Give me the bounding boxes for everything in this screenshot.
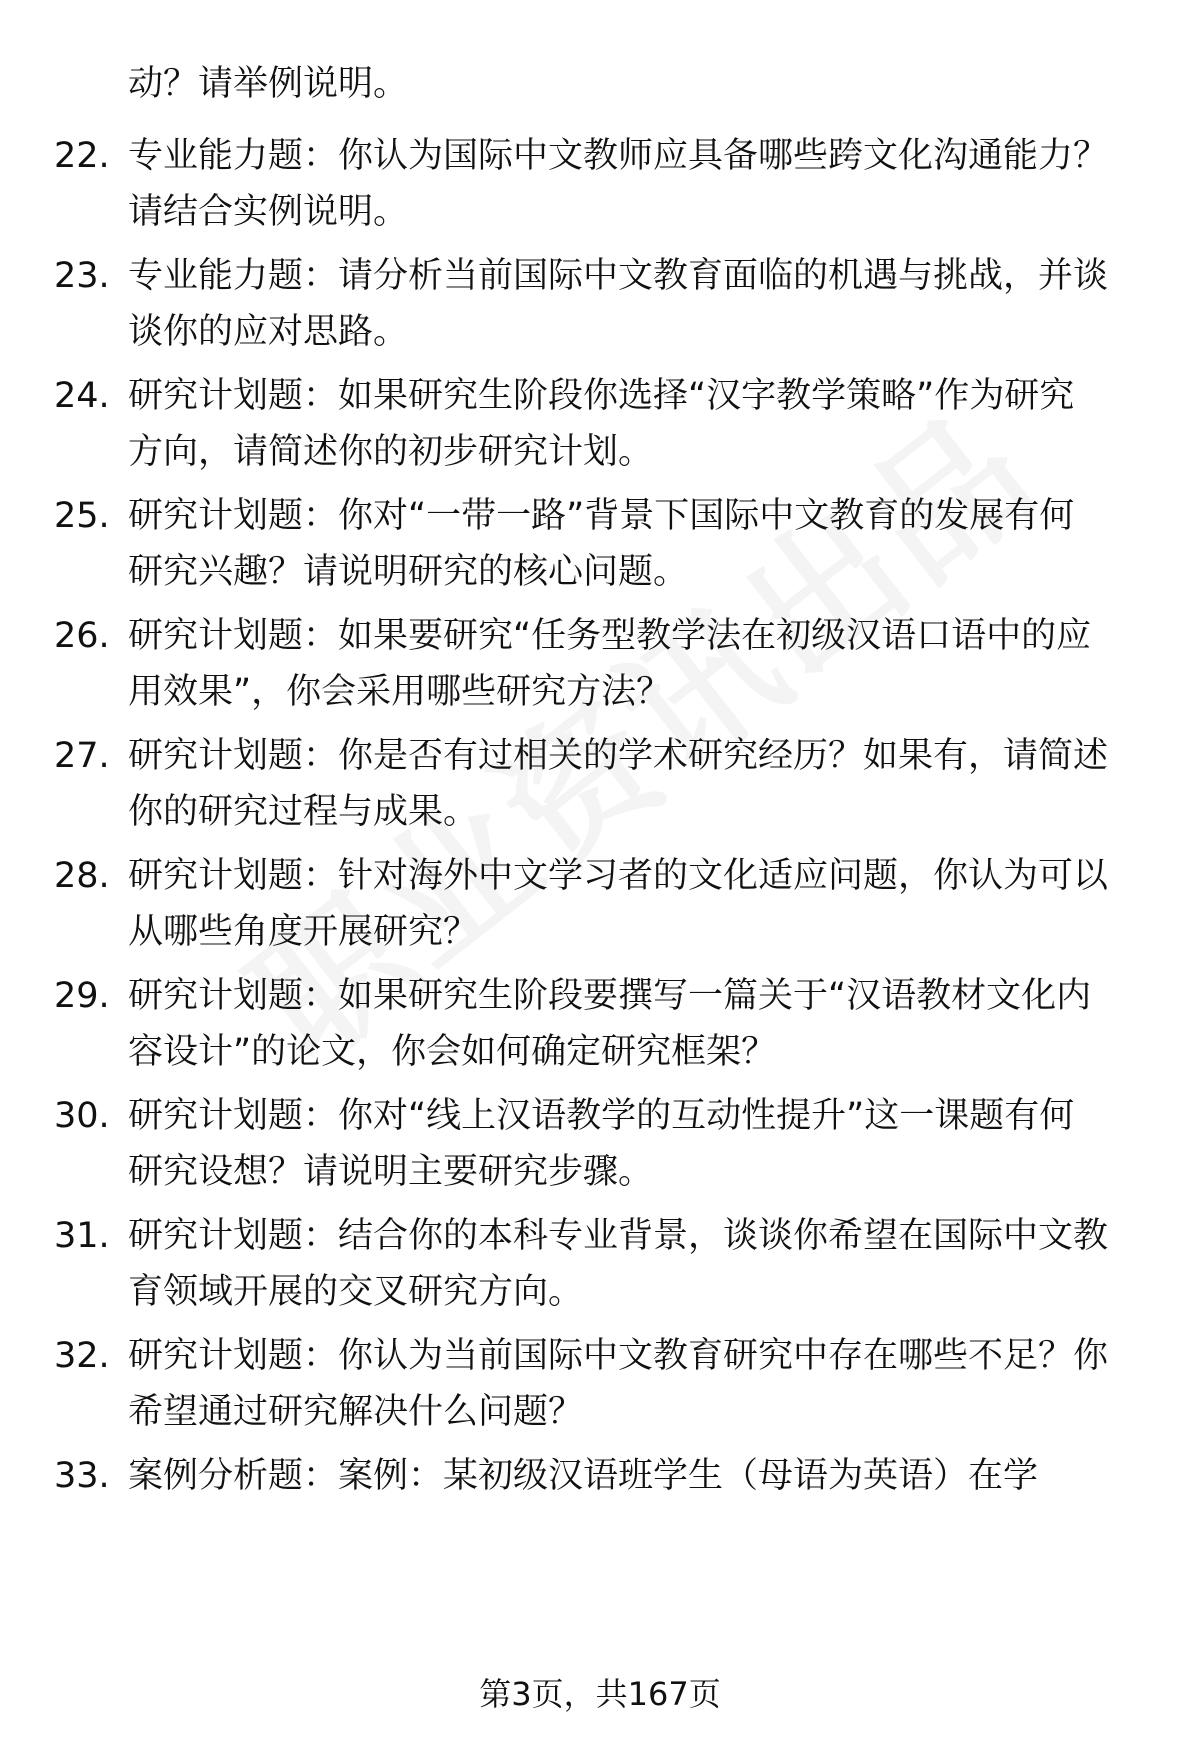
question-item-32 (0, 1328, 1200, 1448)
question-item-29 (0, 968, 1200, 1088)
question-number: 29. (54, 976, 110, 1016)
question-text-line: 希望通过研究解决什么问题？ (128, 1392, 584, 1432)
question-text-line: 研究计划题：你是否有过相关的学术研究经历？如果有，请简述 (128, 736, 1109, 776)
question-number: 31. (54, 1216, 110, 1256)
question-text-line: 研究计划题：你认为当前国际中文教育研究中存在哪些不足？你 (128, 1336, 1109, 1376)
question-item-30 (0, 1088, 1200, 1208)
question-number: 25. (54, 496, 110, 536)
question-text-line: 容设计”的论文，你会如何确定研究框架？ (128, 1032, 777, 1072)
question-text-line: 专业能力题：请分析当前国际中文教育面临的机遇与挑战，并谈 (128, 256, 1109, 296)
question-text-line: 从哪些角度开展研究？ (128, 912, 479, 952)
question-number: 27. (54, 736, 110, 776)
question-text-line: 方向，请简述你的初步研究计划。 (128, 432, 654, 472)
question-number: 23. (54, 256, 110, 296)
question-item-26 (0, 608, 1200, 728)
question-number: 32. (54, 1336, 110, 1376)
question-text-line: 研究计划题：针对海外中文学习者的文化适应问题，你认为可以 (128, 856, 1109, 896)
question-item-25 (0, 488, 1200, 608)
page-number-label: 第3页，共167页 (479, 1675, 721, 1713)
question-number: 28. (54, 856, 110, 896)
question-text-line: 研究设想？请说明主要研究步骤。 (128, 1152, 654, 1192)
question-continuation: 动？请举例说明。 (128, 64, 409, 104)
question-text-line: 研究计划题：你对“线上汉语教学的互动性提升”这一课题有何 (128, 1096, 1075, 1136)
question-item-24 (0, 368, 1200, 488)
question-text-line: 用效果”，你会采用哪些研究方法？ (128, 672, 672, 712)
question-item-31 (0, 1208, 1200, 1328)
question-text-line: 研究计划题：如果研究生阶段你选择“汉字教学策略”作为研究 (128, 376, 1075, 416)
question-item-28 (0, 848, 1200, 968)
question-number: 30. (54, 1096, 110, 1136)
question-text-line: 案例分析题：案例：某初级汉语班学生（母语为英语）在学 (128, 1456, 1039, 1496)
question-text-line: 请结合实例说明。 (128, 192, 409, 232)
question-text-line: 研究计划题：你对“一带一路”背景下国际中文教育的发展有何 (128, 496, 1075, 536)
page-footer (0, 1668, 1200, 1720)
question-text-line: 研究兴趣？请说明研究的核心问题。 (128, 552, 689, 592)
question-number: 33. (54, 1456, 110, 1496)
question-item-23 (0, 248, 1200, 368)
question-item-27 (0, 728, 1200, 848)
question-text-line: 专业能力题：你认为国际中文教师应具备哪些跨文化沟通能力？ (128, 136, 1109, 176)
question-text-line: 谈你的应对思路。 (128, 312, 409, 352)
question-text-line: 研究计划题：结合你的本科专业背景，谈谈你希望在国际中文教 (128, 1216, 1109, 1256)
question-text-line: 研究计划题：如果研究生阶段要撰写一篇关于“汉语教材文化内 (128, 976, 1092, 1016)
question-text-line: 研究计划题：如果要研究“任务型教学法在初级汉语口语中的应 (128, 616, 1092, 656)
question-text-line: 育领域开展的交叉研究方向。 (128, 1272, 584, 1312)
question-item-33 (0, 1448, 1200, 1568)
question-number: 22. (54, 136, 110, 176)
question-text-line: 你的研究过程与成果。 (128, 792, 479, 832)
question-number: 24. (54, 376, 110, 416)
question-item-22 (0, 128, 1200, 248)
question-number: 26. (54, 616, 110, 656)
